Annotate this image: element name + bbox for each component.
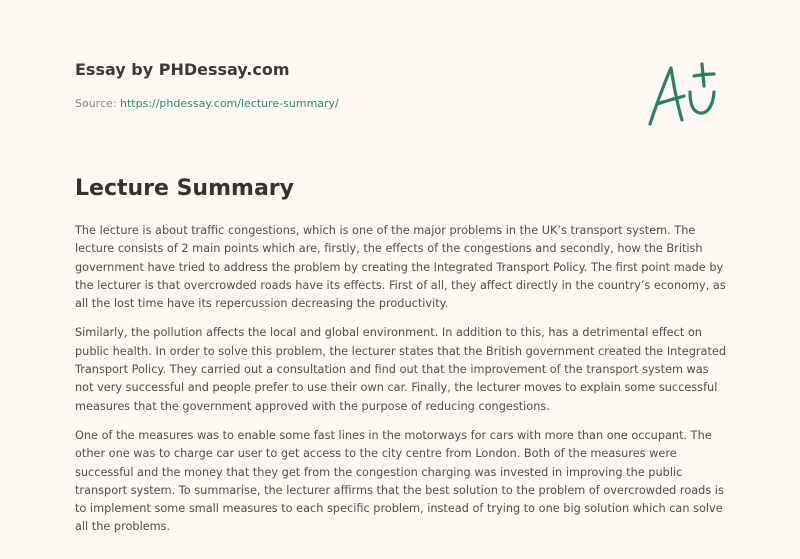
article-body [75,222,727,548]
a-plus-logo-icon [640,58,730,133]
paragraph-3: One of the measures was to enable some fast lines in the motorways for cars with more than one occupant. The other one was to charge car user to get access to the city centre from London. Both of the measures were successful and the money that they get from the congestion charging was invested in improving the public transport system. To summarise, the lecturer affirms that the best solution to the problem of overcrowded roads is to implement some small measures to each specific problem, instead of trying to one big solution which can solve all the problems. [75,428,724,534]
source-label: Source: [75,97,117,110]
article-title: Lecture Summary [75,176,294,201]
brand-heading: Essay by PHDessay.com [75,60,290,79]
paragraph-1: The lecture is about traffic congestions, which is one of the major problems in the UK’s transport system. The lecture consists of 2 main points which are, firstly, the effects of the congestions and secondly, how the British government have tried to address the problem by creating the Integrated Transport Policy. The first point made by the lecturer is that overcrowded roads have its effects. First of all, they affect directly in the country’s economy, as all the lost time have its repercussion decreasing the productivity. [75,224,726,311]
source-link[interactable]: https://phdessay.com/lecture-summary/ [120,97,339,110]
source-line [75,97,339,110]
paragraph-2: Similarly, the pollution affects the local and global environment. In addition to this, has a detrimental effect on public health. In order to solve this problem, the lecturer states that the British government created the Integrated Transport Policy. They carried out a consultation and find out that the improvement of the transport system was not very successful and people prefer to use their own car. Finally, the lecturer moves to explain some successful measures that the government approved with the purpose of reducing congestions. [75,326,727,413]
